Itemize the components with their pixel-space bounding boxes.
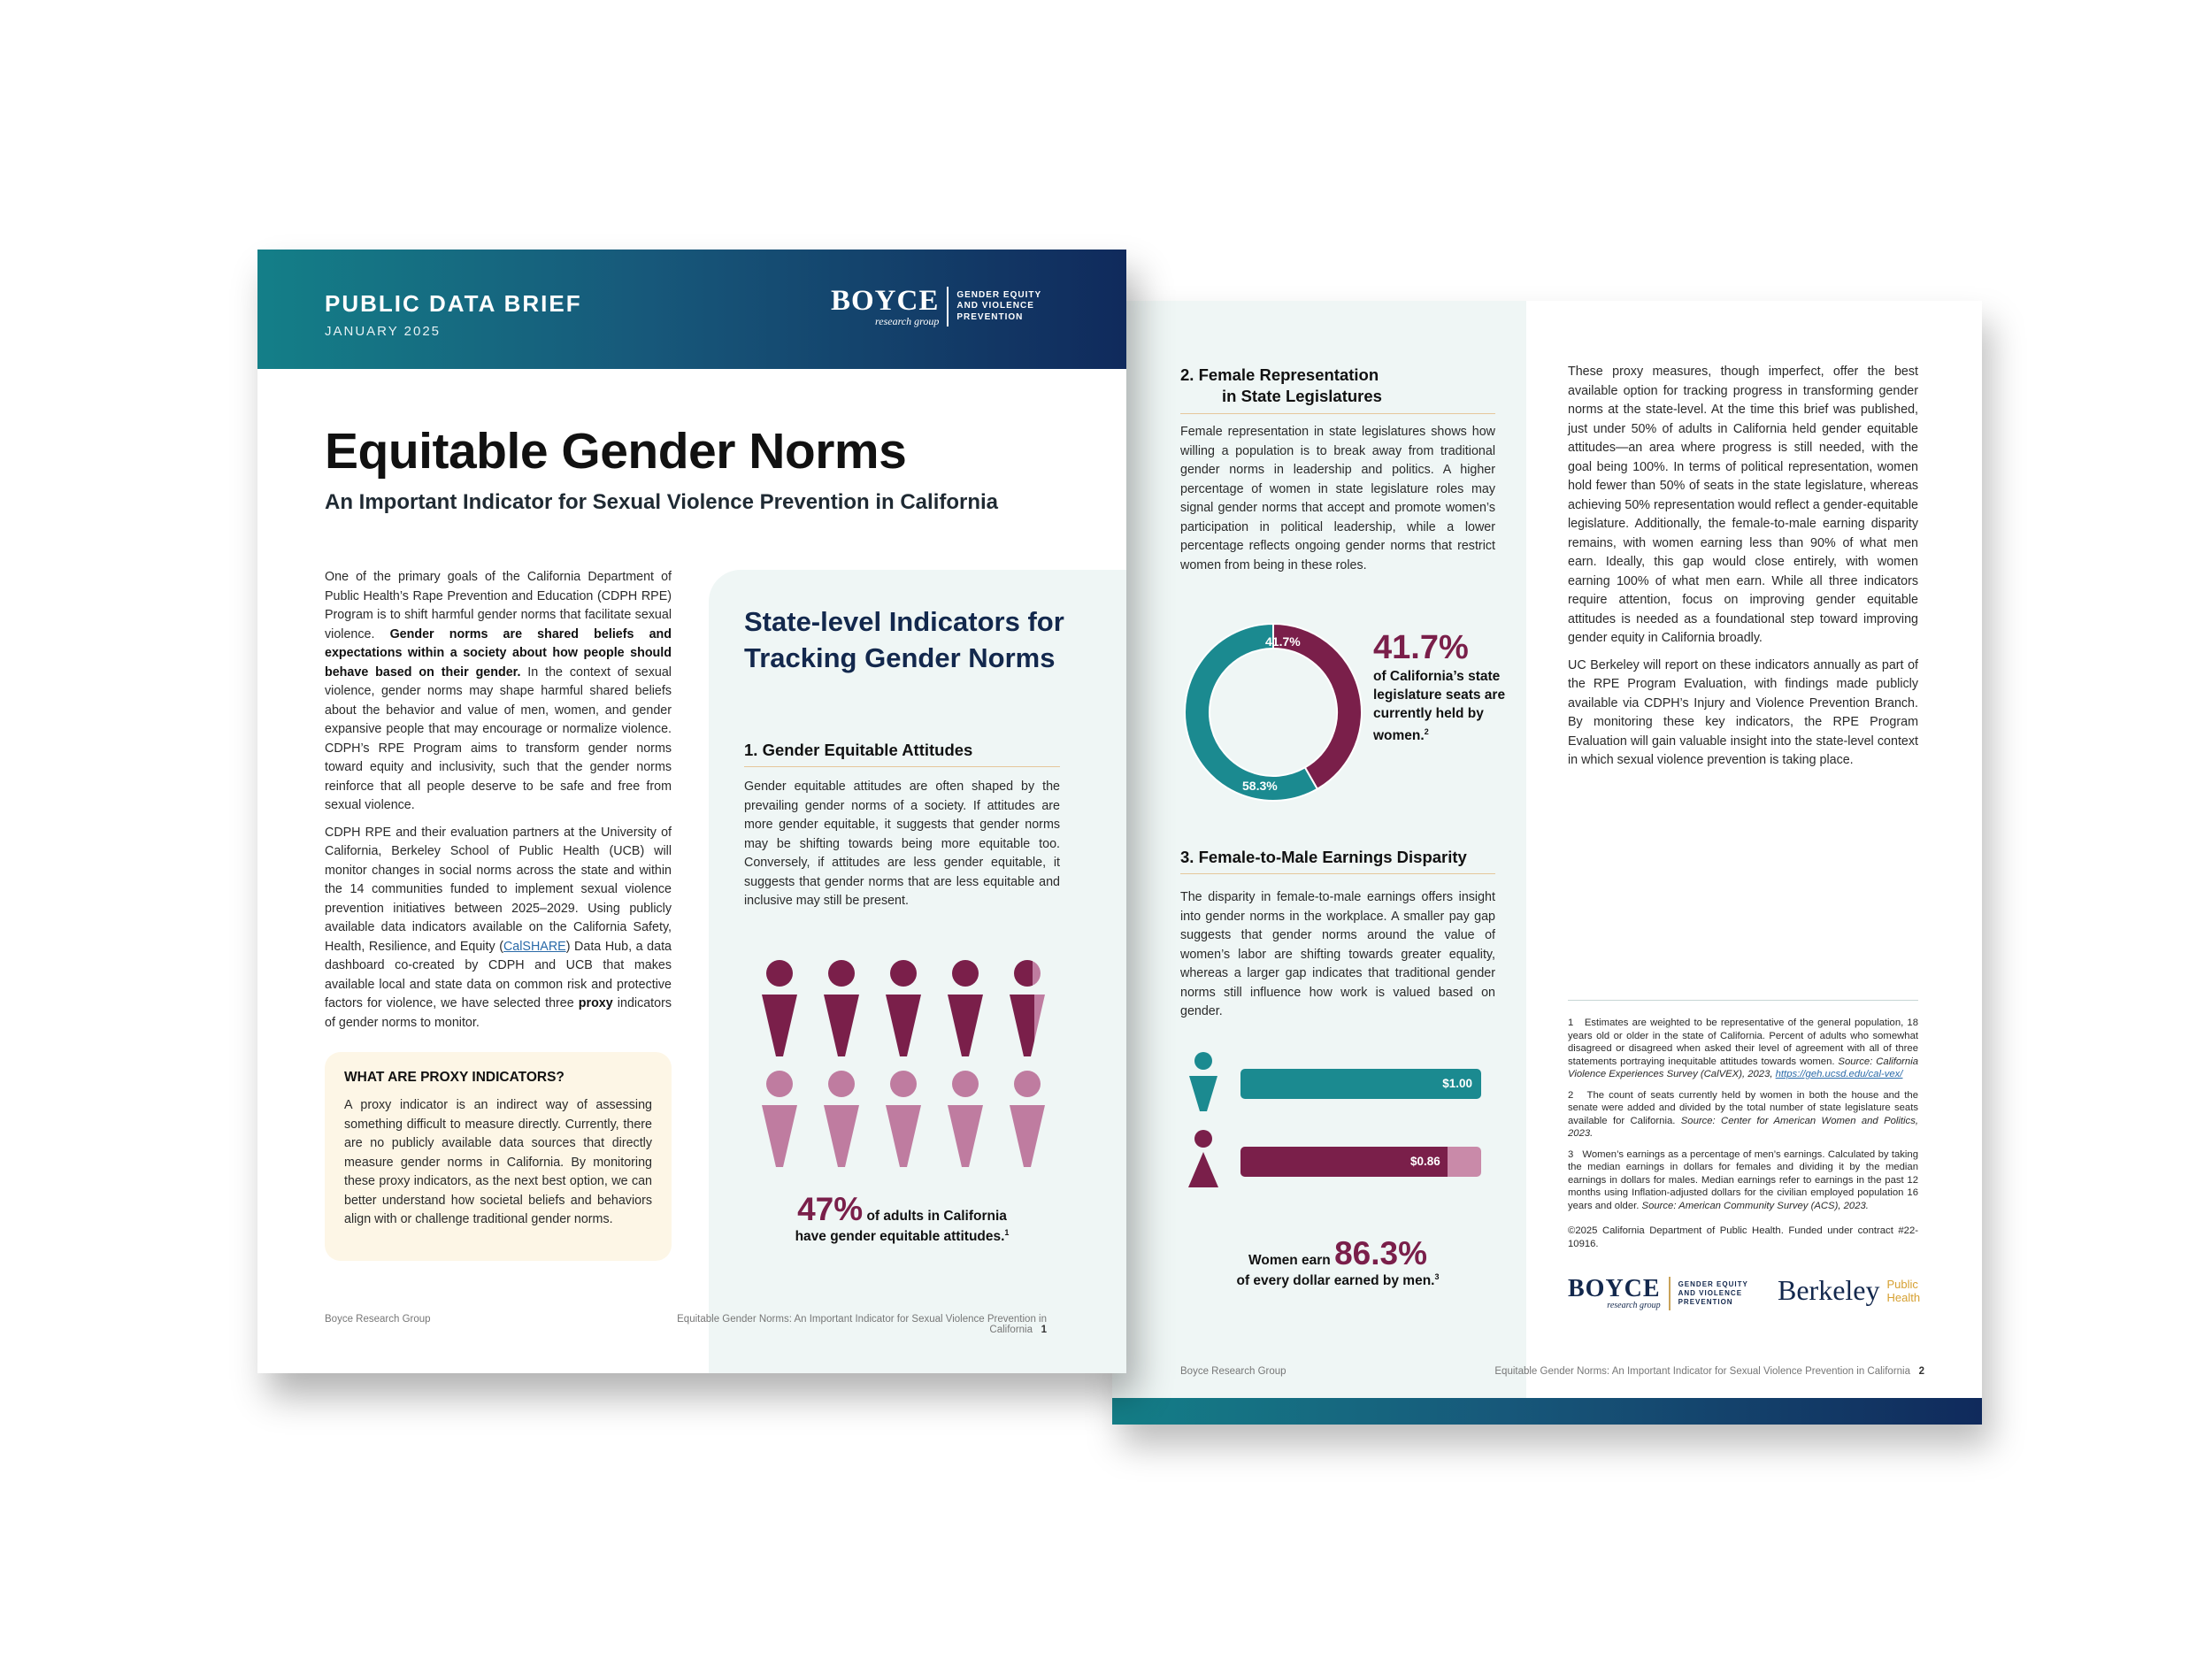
intro-paragraph-1 — [325, 568, 672, 816]
donut-slice-women — [1273, 624, 1362, 789]
section2-title-line: 2. Female Representation — [1180, 365, 1379, 384]
berkeley-tagline — [1887, 1278, 1921, 1304]
footnote-text: Women’s earnings as a percentage of men’s earnings. Calculated by taking the median earnings in dollars for females and dividing it by the median earnings in dollars for males. Median earnings refer to earnings in the past 12 months using Inflation-adjusted dollars for the civilian employed population 16 years and older. — [1568, 1148, 1919, 1211]
footer-left: Boyce Research Group — [325, 1314, 431, 1325]
section3-title: 3. Female-to-Male Earnings Disparity — [1180, 848, 1495, 874]
berkeley-logo — [1778, 1274, 1920, 1307]
intro-text-run: ) Data Hub, a data dashboard co-created by CDPH and UCB that makes available local and state data on common risk and protective factors for violence, we have selected three — [325, 939, 672, 1010]
page-title: Equitable Gender Norms — [325, 423, 907, 480]
panel-title: State-level Indicators for Tracking Gender Norms — [744, 606, 1064, 673]
earnings-stat-value: 86.3% — [1334, 1235, 1427, 1271]
summary-paragraph-1: These proxy measures, though imperfect, offer the best available option for tracking progress in transforming gender norms at the state-level. At the time this brief was published, just under 50% of adults in California held gender equitable attitudes—an area where progress is still needed, with the goal being 100%. In terms of political representation, women hold fewer than 50% of seats in the state legislature, whereas achieving 50% representation would reflect a gender-equitable legislature. Additionally, the female-to-male earning disparity remains, with women earning less than 90% of what men earn. Ideally, this gap would close entirely, with women earning 100% of what men earn. While all three indicators require attention, focus on improving gender equitable attitudes is needed as a foundational step toward improving gender equity in California broadly. — [1568, 365, 1918, 645]
attitudes-stat-text: have gender equitable attitudes. — [795, 1229, 1005, 1245]
earnings-stat-label: Women earn — [1248, 1253, 1331, 1268]
footnote-ref: 3 — [1434, 1272, 1440, 1281]
logo-tag-line: AND VIOLENCE — [1678, 1289, 1743, 1297]
female-figure-icon — [1186, 1129, 1221, 1200]
brief-label: PUBLIC DATA BRIEF — [325, 290, 582, 317]
men-earnings-bar — [1240, 1069, 1481, 1099]
person-icon — [948, 960, 983, 1056]
footnote-3: 3 Women’s earnings as a percentage of men’s earnings. Calculated by taking the median earnings in dollars for females and dividing it by the median earnings in dollars for males. Median earnings refer to earnings in the past 12 months using Inflation-adjusted dollars for the civilian employed population 16 years and older. Source: American Community Survey (ACS), 2023. — [1568, 1148, 1919, 1211]
person-icon — [886, 960, 921, 1056]
section1-text: Gender equitable attitudes are often shaped by the prevailing gender norms of a society. If attitudes are more gender equitable, it suggests that gender norms may be shifting towards being more equitable too. Conversely, if attitudes are less gender equitable, it suggests that gender norms that are less equitable and inclusive may still be present. — [744, 780, 1060, 908]
copyright: ©2025 California Department of Public Health. Funded under contract #22-10916. — [1568, 1225, 1918, 1249]
logo-tag-line: PREVENTION — [956, 311, 1024, 322]
section2-title — [1180, 365, 1495, 414]
berkeley-tag-line: Public — [1886, 1277, 1918, 1291]
section3-text: The disparity in female-to-male earnings offers insight into gender norms in the workplace. A smaller pay gap suggests that gender norms around the value of women’s labor are shifting towards greater equality, whereas a larger gap indicates that traditional gender norms still influence how work is valued based on gender. — [1180, 890, 1495, 1018]
brief-date: JANUARY 2025 — [325, 324, 442, 339]
page2-bottom-bar — [1112, 1398, 1982, 1425]
intro-text-run: One of the primary goals of the California Department of Public Health’s Rape Prevention and Education (CDPH RPE) Program is to shift harmful gender norms that facilitate sexual violence. — [325, 570, 672, 641]
footer-title: Equitable Gender Norms: An Important Indicator for Sexual Violence Prevention in California — [1494, 1366, 1910, 1377]
summary-text — [1568, 363, 1918, 779]
footnote-2: 2 The count of seats currently held by women in both the house and the senate were added and divided by the total number of state legislature seats available for California. Source: Center for American Women and Politics, 2023. — [1568, 1089, 1919, 1139]
earnings-stat-text: of every dollar earned by men. — [1236, 1273, 1435, 1289]
section2-title-line: in State Legislatures — [1222, 387, 1382, 405]
proxy-box-text: A proxy indicator is an indirect way of assessing something difficult to measure directly. Currently, there are no publicly available data sources that directly measure gender norms in California. By monitoring these proxy indicators, as the next best option, we can better understand how societal beliefs and behaviors align with or challenge traditional gender norms. — [344, 1098, 652, 1226]
logo-tag-line: GENDER EQUITY — [1678, 1280, 1748, 1288]
footnotes — [1568, 1000, 1918, 1258]
footnote-source: Source: California Violence Experiences Survey (CalVEX), 2023, — [1568, 1056, 1918, 1079]
person-icon — [886, 1071, 921, 1167]
indicators-panel — [709, 570, 1126, 1373]
logo-sub: research group — [1607, 1301, 1661, 1310]
footer-right — [620, 1314, 1047, 1335]
page-subtitle: An Important Indicator for Sexual Violence Prevention in California — [325, 490, 999, 514]
summary-paragraph-2: UC Berkeley will report on these indicators annually as part of the RPE Program Evaluation, with findings made publicly available via CDPH’s Injury and Violence Prevention Branch. By monitoring these key indicators, the RPE Program Evaluation will gain valuable insight into the state-level context in which sexual violence prevention is taking place. — [1568, 657, 1918, 767]
footnote-text: Estimates are weighted to be representative of the general population, 18 years old or older in the state of California. Percent of adults who somewhat disagreed or disagreed when asked their level of agreement with all of three statements portraying inequitable attitudes towards women. — [1568, 1018, 1918, 1067]
footnote-source: Source: Center for American Women and Politics, 2023. — [1568, 1115, 1918, 1139]
attitudes-stat-text: of adults in California — [866, 1209, 1007, 1224]
donut-stat-desc: of California’s state legislature seats are currently held by women. — [1373, 669, 1506, 744]
logo-tagline — [1678, 1280, 1748, 1307]
logo-name: BOYCE — [1568, 1275, 1661, 1302]
attitudes-pictogram — [744, 959, 1080, 1180]
logo-tag-line: AND VIOLENCE — [956, 301, 1034, 311]
men-earnings-label: $1.00 — [1442, 1077, 1472, 1090]
donut-label: 58.3% — [1242, 779, 1278, 793]
attitudes-stat-value: 47% — [797, 1191, 864, 1227]
brief-page-1 — [257, 250, 1126, 1373]
page-number: 1 — [1041, 1325, 1047, 1335]
logo-tagline — [956, 290, 1041, 324]
earnings-chart — [1180, 1051, 1495, 1219]
intro-text-run: In the context of sexual violence, gender norms may shape harmful shared beliefs about the behavior and value of men, women, and gender expansive people that may encourage or normalize violence. CDPH’s RPE Program aims to transform gender norms toward equity and inclusivity, such that the gender norms reinforce that all people deserve to be safe and free from sexual violence. — [325, 664, 672, 812]
intro-text-run: CDPH RPE and their evaluation partners at the University of California, Berkeley School of Public Health (UCB) will monitor changes in social norms across the state and within the 14 communities funded to implement sexual violence prevention initiatives between 2025–2029. Using publicly available data indicators available on the California Safety, Health, Resilience, and Equity ( — [325, 825, 672, 954]
proxy-indicators-box — [325, 1052, 672, 1261]
boyce-logo-header — [831, 287, 1041, 326]
logo-sub: research group — [875, 315, 940, 327]
logo-divider — [947, 287, 949, 326]
intro-definition: Gender norms are shared beliefs and expectations within a society about how people should behave based on their gender. — [325, 626, 672, 680]
person-icon — [1010, 960, 1045, 1056]
page-number: 2 — [1918, 1366, 1924, 1377]
person-icon — [762, 960, 797, 1056]
footer-left: Boyce Research Group — [1180, 1366, 1286, 1377]
donut-stat-value: 41.7% — [1373, 629, 1469, 666]
proxy-box-title: WHAT ARE PROXY INDICATORS? — [344, 1070, 565, 1085]
page1-header — [257, 250, 1126, 369]
women-earnings-label: $0.86 — [1409, 1155, 1440, 1168]
section2-text: Female representation in state legislatures shows how willing a population is to break away from traditional gender norms in leadership and politics. A higher percentage of women in state legislature roles may signal gender norms that accept and promote women’s participation in political leadership, while a lower percentage reflects ongoing gender norms that restrict women from being in these roles. — [1180, 425, 1495, 572]
logo-name: BOYCE — [831, 285, 940, 317]
donut-stat — [1373, 628, 1506, 745]
person-icon — [824, 960, 859, 1056]
attitudes-stat — [744, 1191, 1060, 1245]
person-icon — [762, 1071, 797, 1167]
person-icon — [1010, 1071, 1045, 1167]
proxy-bold: proxy — [578, 996, 613, 1010]
footnote-1: 1 Estimates are weighted to be representative of the general population, 18 years old or older in the state of California. Percent of adults who somewhat disagreed or disagreed when asked their level of agreement with all of three statements portraying inequitable attitudes towards women. Source: California Violence Experiences Survey (CalVEX), 2023, https://geh.ucsd.edu/cal-vex/ — [1568, 1018, 1918, 1079]
calshare-link[interactable]: CalSHARE — [503, 939, 566, 954]
brief-page-2 — [1112, 301, 1982, 1425]
donut-svg — [1180, 619, 1366, 805]
legislature-donut-chart — [1180, 602, 1506, 805]
footnote-ref: 1 — [1004, 1228, 1010, 1237]
intro-text-run: indicators of gender norms to monitor. — [325, 996, 672, 1030]
berkeley-tag-line: Health — [1886, 1290, 1921, 1304]
footnote-ref: 2 — [1424, 727, 1429, 736]
donut-label: 41.7% — [1265, 634, 1301, 649]
logo-divider — [1669, 1277, 1671, 1310]
person-icon — [824, 1071, 859, 1167]
logo-tag-line: PREVENTION — [1678, 1298, 1733, 1306]
berkeley-wordmark: Berkeley — [1778, 1274, 1880, 1306]
male-figure-icon — [1186, 1051, 1221, 1122]
calvex-link[interactable]: https://geh.ucsd.edu/cal-vex/ — [1775, 1069, 1903, 1079]
boyce-logo-footer — [1568, 1277, 1748, 1310]
intro-text — [325, 568, 672, 1041]
footnote-source: Source: American Community Survey (ACS), 2023. — [1641, 1200, 1869, 1211]
footer-right — [1484, 1366, 1924, 1377]
earnings-stat — [1180, 1235, 1495, 1289]
women-earnings-bar — [1240, 1147, 1481, 1177]
footer-title: Equitable Gender Norms: An Important Indicator for Sexual Violence Prevention in California — [677, 1314, 1047, 1335]
intro-paragraph-2 — [325, 824, 672, 1033]
donut-stat-text — [1373, 667, 1506, 745]
logo-tag-line: GENDER EQUITY — [956, 289, 1042, 300]
footnote-text: The count of seats currently held by women in both the house and the senate were added and divided by the total number of state legislature seats available for California. — [1568, 1089, 1919, 1126]
person-icon — [948, 1071, 983, 1167]
section1-title: 1. Gender Equitable Attitudes — [744, 741, 1060, 767]
